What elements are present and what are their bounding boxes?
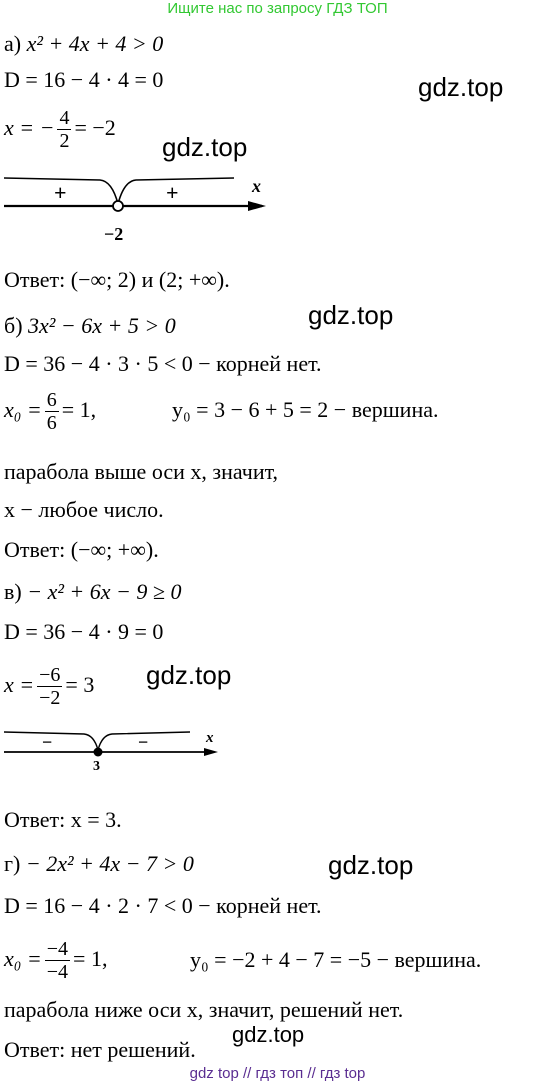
point-label: −2: [104, 224, 124, 244]
sign-left: −: [42, 732, 53, 752]
part-b-inequality: [4, 312, 176, 340]
part-a-root: x = − $\frac{4}{2}$ = −2: [4, 107, 116, 153]
axis-variable: x: [252, 176, 261, 196]
top-banner[interactable]: Ищите нас по запросу ГДЗ ТОП: [167, 0, 388, 17]
part-c-root: x = $\frac{-6}{-2}$ = 3: [4, 664, 95, 710]
part-c-number-line: [0, 722, 230, 770]
part-b-label: б): [4, 313, 23, 338]
watermark: gdz.top: [162, 132, 248, 162]
part-d-expression: − 2x² + 4x − 7 > 0: [25, 851, 194, 876]
part-b-line2: x − любое число.: [4, 497, 164, 522]
part-d-label: г): [4, 851, 21, 876]
axis-arrow-icon: [248, 201, 266, 211]
bottom-banner[interactable]: gdz top // гдз топ // гдз top: [189, 1065, 366, 1082]
watermark: gdz.top: [418, 72, 504, 102]
part-d-inequality: [4, 850, 194, 878]
part-b-discriminant: D = 36 − 4 · 3 · 5 < 0 − корней нет.: [4, 351, 322, 376]
sign-right: −: [138, 732, 149, 752]
part-a-label: а): [4, 31, 22, 56]
sign-right: +: [166, 180, 179, 205]
part-c-expression: − x² + 6x − 9 ≥ 0: [27, 579, 182, 604]
part-b-answer: Ответ: (−∞; +∞).: [4, 537, 159, 562]
part-a-inequality: [4, 30, 163, 58]
part-c-label: в): [4, 579, 22, 604]
part-c-discriminant: D = 36 − 4 · 9 = 0: [4, 619, 164, 644]
watermark: gdz.top: [328, 850, 414, 880]
part-c-root-fraction: $\frac{-6}{-2}$: [39, 664, 61, 710]
part-d-discriminant: D = 16 − 4 · 2 · 7 < 0 − корней нет.: [4, 893, 322, 918]
part-a-discriminant: D = 16 − 4 · 4 = 0: [4, 67, 164, 92]
part-d-answer: Ответ: нет решений.: [4, 1037, 196, 1062]
part-d-line1: парабола ниже оси x, значит, решений нет.: [4, 997, 404, 1022]
sign-left: +: [54, 180, 67, 205]
part-d-x0-fraction: $\frac{-4}{-4}$: [46, 938, 69, 984]
part-a-answer: Ответ: (−∞; 2) и (2; +∞).: [4, 267, 230, 292]
filled-point-icon: [94, 748, 103, 757]
part-b-x0-fraction: $\frac{6}{6}$: [46, 389, 57, 435]
watermark: gdz.top: [146, 660, 232, 690]
part-a-root-fraction: $\frac{4}{2}$: [59, 107, 70, 153]
point-label: 3: [93, 759, 100, 770]
part-b-line1: парабола выше оси x, значит,: [4, 459, 279, 484]
part-b-vertex-x: x₀ = $\frac{6}{6}$ = 1,: [4, 389, 97, 435]
part-b-vertex-y: y₀ = 3 − 6 + 5 = 2 − вершина.: [172, 397, 439, 422]
watermark: gdz.top: [308, 300, 394, 330]
open-point-icon: [113, 201, 123, 211]
watermark: gdz.top: [232, 1022, 305, 1047]
part-b-expression: 3x² − 6x + 5 > 0: [28, 313, 176, 338]
part-d-vertex-y: y₀ = −2 + 4 − 7 = −5 − вершина.: [190, 947, 482, 972]
axis-arrow-icon: [204, 748, 218, 756]
part-c-answer: Ответ: x = 3.: [4, 807, 122, 832]
axis-variable: x: [206, 730, 214, 746]
part-a-expression: x² + 4x + 4 > 0: [26, 31, 164, 56]
part-a-number-line: [0, 168, 280, 248]
part-d-vertex-x: x₀ = $\frac{-4}{-4}$ = 1,: [4, 938, 108, 984]
part-c-inequality: [4, 578, 181, 606]
